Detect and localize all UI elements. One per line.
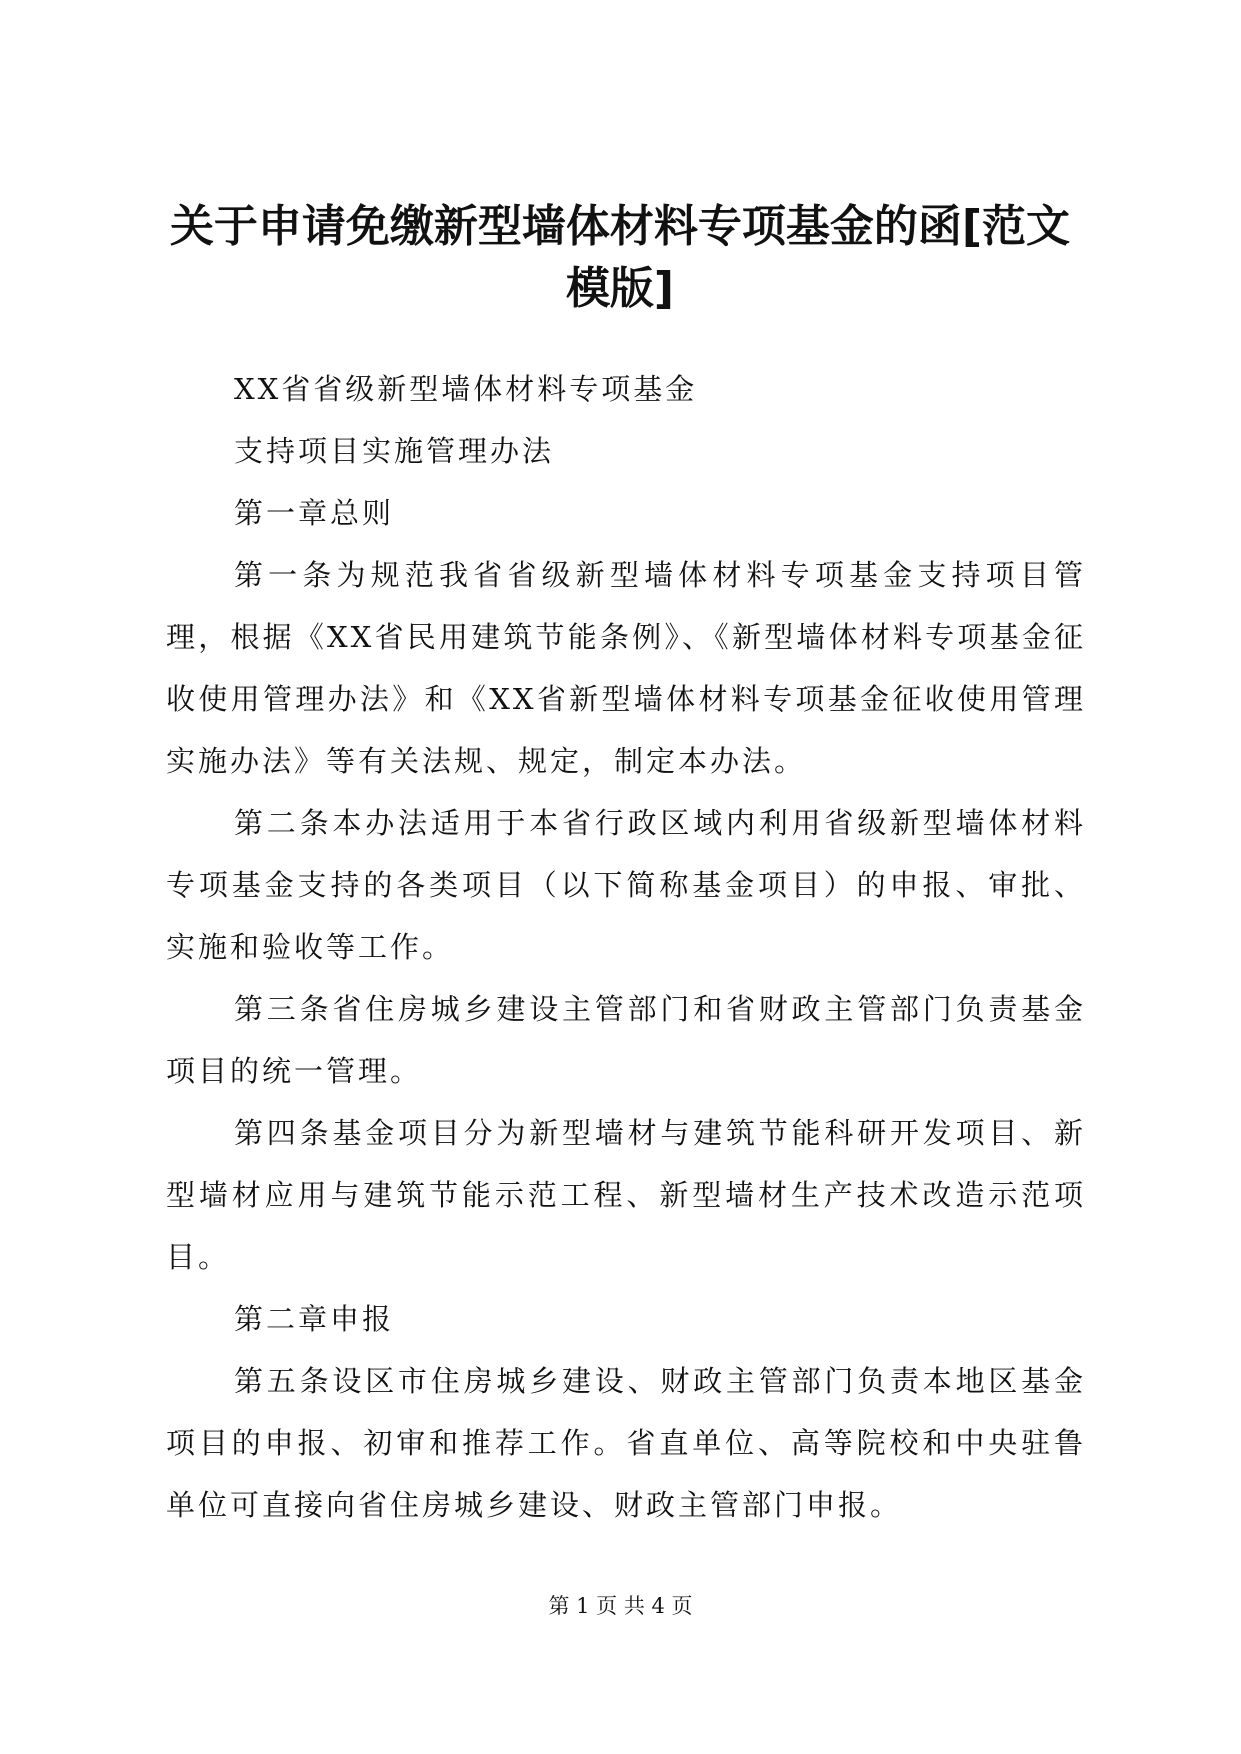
paragraph-subtitle-1: XX省省级新型墙体材料专项基金: [234, 372, 698, 406]
document-body: [166, 358, 1086, 1536]
article-5: 第五条设区市住房城乡建设、财政主管部门负责本地区基金项目的申报、初审和推荐工作。省直单位、高等院校和中央驻鲁单位可直接向省住房城乡建设、财政主管部门申报。: [166, 1364, 1086, 1522]
chapter-heading-2: 第二章申报: [234, 1302, 395, 1336]
page-footer: 第 1 页 共 4 页: [548, 1594, 693, 1618]
article-4: 第四条基金项目分为新型墙材与建筑节能科研开发项目、新型墙材应用与建筑节能示范工程、新型墙材生产技术改造示范项目。: [166, 1116, 1086, 1274]
article-2: 第二条本办法适用于本省行政区域内利用省级新型墙体材料专项基金支持的各类项目（以下简称基金项目）的申报、审批、实施和验收等工作。: [166, 806, 1086, 964]
document-title: 关于申请免缴新型墙体材料专项基金的函[范文模版]: [169, 201, 1071, 314]
chapter-heading-1: 第一章总则: [234, 496, 395, 530]
article-3: 第三条省住房城乡建设主管部门和省财政主管部门负责基金项目的统一管理。: [166, 992, 1086, 1088]
article-1: 第一条为规范我省省级新型墙体材料专项基金支持项目管理，根据《XX省民用建筑节能条例》、《新型墙体材料专项基金征收使用管理办法》和《XX省新型墙体材料专项基金征收使用管理实施办法》等有关法规、规定，制定本办法。: [166, 558, 1086, 778]
paragraph-subtitle-2: 支持项目实施管理办法: [234, 434, 555, 468]
